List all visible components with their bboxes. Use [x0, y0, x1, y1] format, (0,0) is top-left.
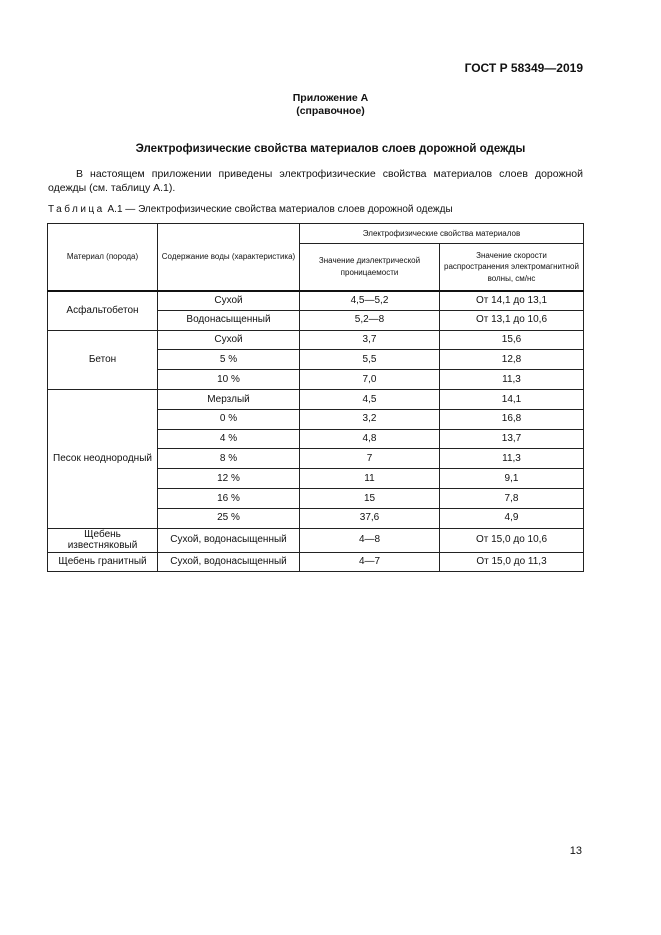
- permittivity-cell: 4,5: [300, 389, 440, 409]
- water-cell: 0 %: [158, 409, 300, 429]
- appendix-name: Приложение А: [292, 92, 369, 104]
- header-water: Содержание воды (характеристика): [158, 224, 300, 291]
- permittivity-cell: 3,2: [300, 409, 440, 429]
- water-cell: 12 %: [158, 469, 300, 489]
- material-cell: Щебень гранитный: [48, 552, 158, 572]
- header-material: Материал (порода): [48, 224, 158, 291]
- table-row: [48, 389, 584, 409]
- permittivity-cell: 37,6: [300, 508, 440, 528]
- permittivity-cell: 4—7: [300, 552, 440, 572]
- water-cell: 8 %: [158, 449, 300, 469]
- water-cell: Водонасыщенный: [158, 310, 300, 330]
- material-cell: Щебень известняковый: [48, 528, 158, 552]
- water-cell: Мерзлый: [158, 389, 300, 409]
- water-cell: Сухой, водонасыщенный: [158, 552, 300, 572]
- velocity-cell: 11,3: [440, 370, 584, 390]
- properties-table: [47, 223, 584, 572]
- velocity-cell: 4,9: [440, 508, 584, 528]
- permittivity-cell: 5,5: [300, 350, 440, 370]
- table-row: [48, 552, 584, 572]
- standard-number: ГОСТ Р 58349—2019: [464, 61, 583, 75]
- permittivity-cell: 5,2—8: [300, 310, 440, 330]
- permittivity-cell: 7: [300, 449, 440, 469]
- permittivity-cell: 3,7: [300, 330, 440, 350]
- velocity-cell: 12,8: [440, 350, 584, 370]
- table-row: [48, 528, 584, 552]
- permittivity-cell: 4—8: [300, 528, 440, 552]
- velocity-cell: 9,1: [440, 469, 584, 489]
- permittivity-cell: 4,5—5,2: [300, 291, 440, 311]
- material-cell: Асфальтобетон: [48, 291, 158, 331]
- permittivity-cell: 4,8: [300, 429, 440, 449]
- velocity-cell: 11,3: [440, 449, 584, 469]
- table-caption: [48, 204, 453, 215]
- table-body: [48, 291, 584, 572]
- water-cell: 4 %: [158, 429, 300, 449]
- water-cell: Сухой: [158, 291, 300, 311]
- velocity-cell: 7,8: [440, 488, 584, 508]
- water-cell: 10 %: [158, 370, 300, 390]
- caption-text: А.1 — Электрофизические свойства материалов слоев дорожной одежды: [107, 204, 453, 215]
- permittivity-cell: 11: [300, 469, 440, 489]
- permittivity-cell: 7,0: [300, 370, 440, 390]
- velocity-cell: От 14,1 до 13,1: [440, 291, 584, 311]
- header-velocity: Значение скорости распространения электромагнитной волны, см/нс: [440, 244, 584, 291]
- caption-label: Таблица: [48, 204, 105, 215]
- header-group: Электрофизические свойства материалов: [300, 224, 584, 244]
- velocity-cell: От 13,1 до 10,6: [440, 310, 584, 330]
- material-cell: Песок неоднородный: [48, 389, 158, 528]
- header-permittivity: Значение диэлектрической проницаемости: [300, 244, 440, 291]
- water-cell: 5 %: [158, 350, 300, 370]
- appendix-status: (справочное): [296, 105, 365, 117]
- velocity-cell: 16,8: [440, 409, 584, 429]
- water-cell: 25 %: [158, 508, 300, 528]
- permittivity-cell: 15: [300, 488, 440, 508]
- water-cell: Сухой: [158, 330, 300, 350]
- page-number: 13: [569, 845, 582, 857]
- water-cell: 16 %: [158, 488, 300, 508]
- material-cell: Бетон: [48, 330, 158, 389]
- velocity-cell: От 15,0 до 10,6: [440, 528, 584, 552]
- table-row: [48, 330, 584, 350]
- intro-paragraph: В настоящем приложении приведены электрофизические свойства материалов слоев дорожной одежды (см. таблицу А.1).: [48, 168, 583, 194]
- velocity-cell: 15,6: [440, 330, 584, 350]
- appendix-heading: [0, 92, 661, 118]
- page-title: Электрофизические свойства материалов слоев дорожной одежды: [135, 143, 526, 155]
- velocity-cell: 13,7: [440, 429, 584, 449]
- water-cell: Сухой, водонасыщенный: [158, 528, 300, 552]
- velocity-cell: От 15,0 до 11,3: [440, 552, 584, 572]
- table-row: [48, 291, 584, 311]
- velocity-cell: 14,1: [440, 389, 584, 409]
